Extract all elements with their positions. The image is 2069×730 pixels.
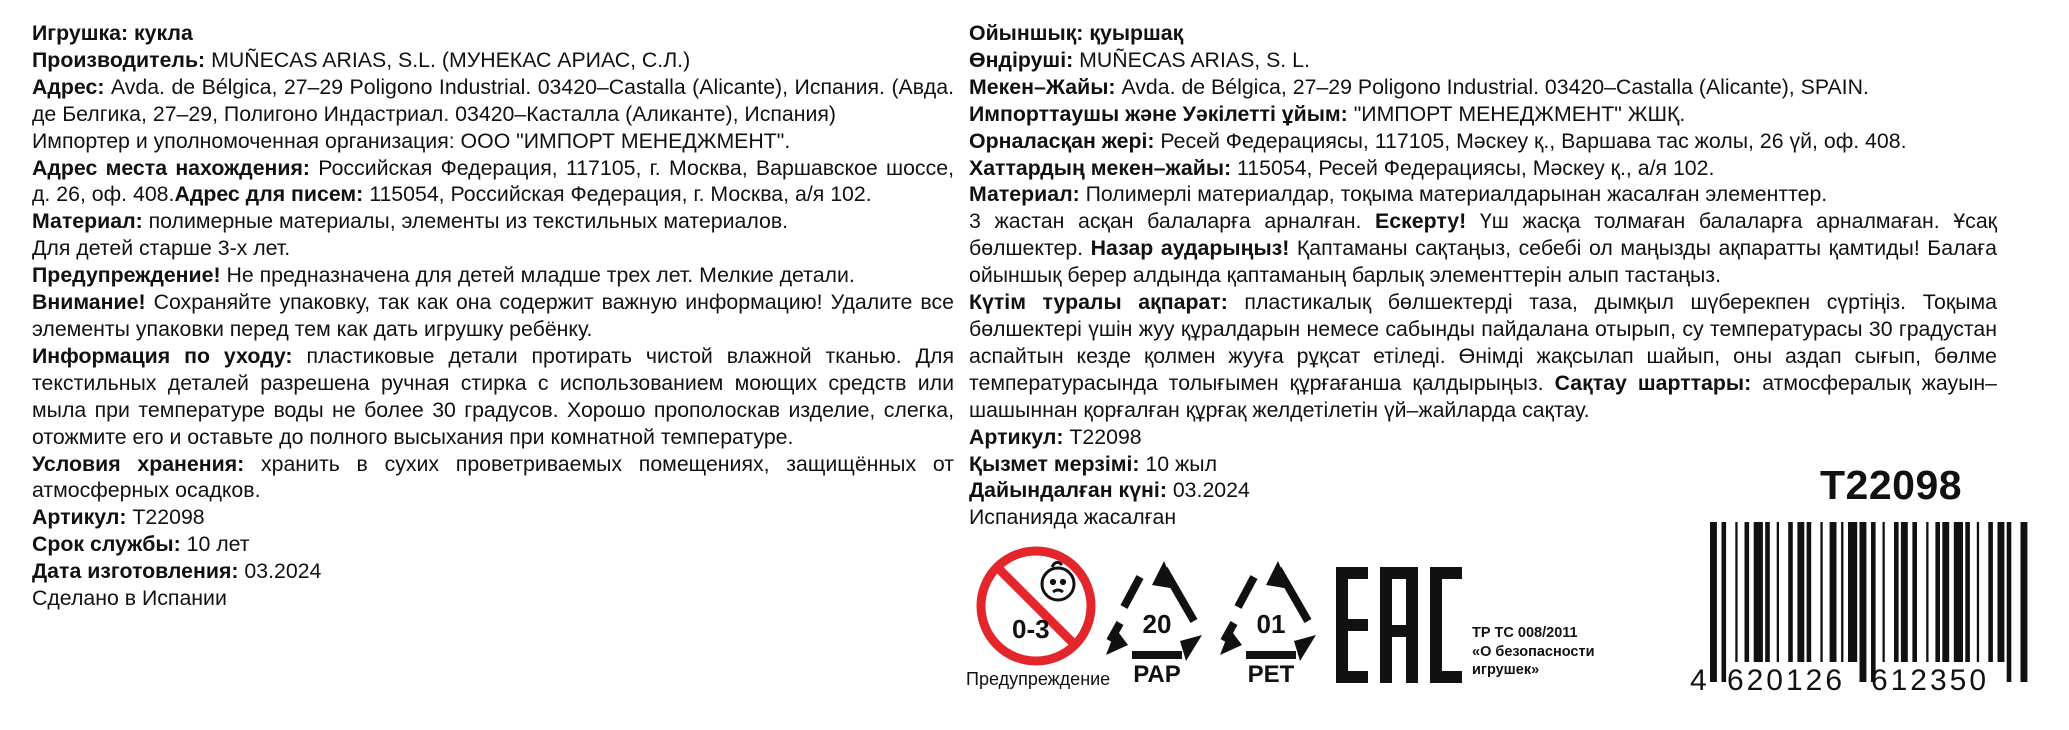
barcode-bar	[1830, 522, 1837, 662]
barcode-bar	[2021, 522, 2028, 682]
russian-info-column	[32, 20, 954, 612]
eac-logo-icon	[1336, 567, 1462, 683]
pet-label: PET	[1247, 661, 1295, 685]
barcode-bar	[1942, 522, 1949, 662]
location-line: Адрес места нахождения: Российская Федерация, 117105, г. Москва, Варшавское шоссе, д. 26, оф. 408.Адрес для писем: 115054, Российская Федерация, г. Москва, а/я 102.	[32, 155, 954, 207]
mail-line: Хаттардың мекен–жайы: 115054, Ресей Федерациясы, Мәскеу қ., а/я 102.	[969, 155, 1715, 180]
pet-recycling-symbol	[1218, 561, 1324, 685]
barcode-bar	[1935, 522, 1940, 662]
manufacturer-line: Өндіруші: MUÑECAS ARIAS, S. L.	[969, 47, 1310, 72]
barcode-bar	[1754, 522, 1763, 662]
origin-line: Испанияда жасалған	[969, 505, 1177, 530]
barcode-bar	[2007, 522, 2012, 682]
service-life-line: Срок службы: 10 лет	[32, 532, 250, 557]
barcode-bar	[1745, 522, 1750, 662]
barcode-bar	[1965, 522, 1970, 662]
barcode-bar	[1765, 522, 1770, 662]
pet-number: 01	[1256, 609, 1286, 639]
material-line: Материал: Полимерлі материалдар, тоқыма материалдарынан жасалған элементтер.	[969, 182, 1828, 207]
barcode-bar	[1894, 522, 1899, 662]
importer-line: Импортер и уполномоченная организация: ООО "ИМПОРТ МЕНЕДЖМЕНТ".	[32, 128, 791, 153]
care-line: Күтім туралы ақпарат: пластикалық бөлшектерді таза, дымқыл шүберекпен сүртіңіз. Тоқыма бөлшектері үшін жуу құралдарын немесе сабынды пайдалана отырып, су температурасы 30 градустан аспайтын кезде қолмен жууға рұқсат етіледі. Өнімді жақсылап шайып, оны аздап сығып, бөлме температурасында толығымен құрғағанша қалдырыңыз. Сақтау шарттары: атмосфералық жауын–шашыннан қорғалған құрғақ желдетілетін үй–жайларда сақтау.	[969, 290, 1997, 422]
age-warning-line: 3 жастан асқан балаларға арналған. Ескерту! Үш жасқа толмаған балаларға арналмаған. Ұсақ бөлшектер. Назар аударыңыз! Қаптаманы сақтаңыз, себебі ол маңызды ақпаратты қамтиды! Балаға ойыншық берер алдында қаптаманың барлық элементтерін алып тастаңыз.	[969, 209, 1998, 288]
article-line: Артикул: T22098	[969, 424, 1142, 449]
origin-line: Сделано в Испании	[32, 586, 227, 611]
article-code-large: T22098	[1820, 462, 1963, 508]
location-line: Орналасқан жері: Ресей Федерациясы, 117105, Мәскеу қ., Варшава тас жолы, 26 үй, оф. 408.	[969, 128, 1907, 153]
barcode-bar	[1988, 522, 1993, 662]
eac-mark	[1336, 567, 1462, 683]
manufacture-date-line: Дайындалған күні: 03.2024	[969, 478, 1250, 503]
barcode-bar	[1820, 522, 1822, 662]
pap-number: 20	[1142, 609, 1172, 639]
barcode-bar	[1871, 522, 1876, 682]
attention-line: Внимание! Сохраняйте упаковку, так как она содержит важную информацию! Удалите все элементы упаковки перед тем как дать игрушку ребёнку.	[32, 290, 954, 341]
barcode-bar	[1710, 522, 1717, 682]
article-line: Артикул: T22098	[32, 505, 205, 530]
barcode-bar	[1722, 522, 1727, 682]
barcode-left-digits: 620126	[1726, 664, 1846, 692]
barcode-bar	[1788, 522, 1793, 662]
barcode-bar	[1777, 522, 1779, 662]
barcode-bars	[1710, 522, 2027, 682]
manufacturer-line: Производитель: MUÑECAS ARIAS, S.L. (МУНЕКАС АРИАС, С.Л.)	[32, 47, 691, 72]
barcode-bar	[1841, 522, 1843, 662]
service-life-line: Қызмет мерзімі: 10 жыл	[969, 451, 1218, 476]
pap-recycling-symbol	[1104, 561, 1210, 685]
barcode-right-digits: 612350	[1870, 664, 1990, 692]
manufacture-date-line: Дата изготовления: 03.2024	[32, 559, 322, 584]
barcode-bar	[1998, 522, 2005, 662]
barcode-bar	[1807, 522, 1812, 662]
barcode-bar	[1883, 522, 1885, 662]
material-line: Материал: полимерные материалы, элементы из текстильных материалов.	[32, 209, 789, 234]
barcode-bar	[1860, 522, 1867, 682]
age-warning-caption: Предупреждение	[966, 669, 1111, 689]
tr-ts-text: ТР ТС 008/2011 «О безопасности игрушек»	[1472, 625, 1595, 678]
barcode-bar	[1735, 522, 1737, 662]
product-line: Ойыншық: қуыршақ	[969, 21, 1184, 45]
barcode-bar	[1954, 522, 1963, 662]
ean13-barcode	[1690, 522, 2030, 692]
product-line: Игрушка: кукла	[32, 21, 193, 45]
barcode-bar	[1977, 522, 1979, 662]
age-line: Для детей старше 3-х лет.	[32, 236, 291, 261]
importer-line: Импорттаушы және Уәкілетті ұйым: "ИМПОРТ МЕНЕДЖМЕНТ" ЖШҚ.	[969, 101, 1686, 126]
warning-line: Предупреждение! Не предназначена для детей младше трех лет. Мелкие детали.	[32, 263, 855, 288]
address-line: Мекен–Жайы: Avda. de Bélgica, 27–29 Poligono Industrial. 03420–Castalla (Alicante), SPAIN.	[969, 74, 1869, 99]
care-line: Информация по уходу: пластиковые детали протирать чистой влажной тканью. Для текстильных деталей разрешена ручная стирка с использованием моющих средств или мыла при температуре воды не более 30 градусов. Хорошо прополоскав изделие, слегка, отожмите его и оставьте до полного высыхания при комнатной температуре.	[32, 343, 954, 449]
age-warning-symbol	[972, 544, 1102, 670]
pap-label: PAP	[1133, 661, 1181, 685]
address-line: Адрес: Avda. de Bélgica, 27–29 Poligono Industrial. 03420–Castalla (Alicante), Испания. (Авда. де Белгика, 27–29, Полигоно Индастриал. 03420–Касталла (Аликанте), Испания)	[32, 74, 954, 126]
barcode-bar	[1797, 522, 1804, 662]
barcode-bar	[1912, 522, 1917, 662]
barcode-bar	[1848, 522, 1857, 662]
kazakh-info-column	[969, 20, 1997, 531]
barcode-bar	[1926, 522, 1928, 662]
barcode-bar	[1901, 522, 1908, 662]
barcode-first-digit: 4	[1690, 664, 1707, 692]
storage-line: Условия хранения: хранить в сухих проветриваемых помещениях, защищённых от атмосферных осадков.	[32, 451, 954, 503]
age-range-text: 0-3	[1012, 614, 1050, 644]
